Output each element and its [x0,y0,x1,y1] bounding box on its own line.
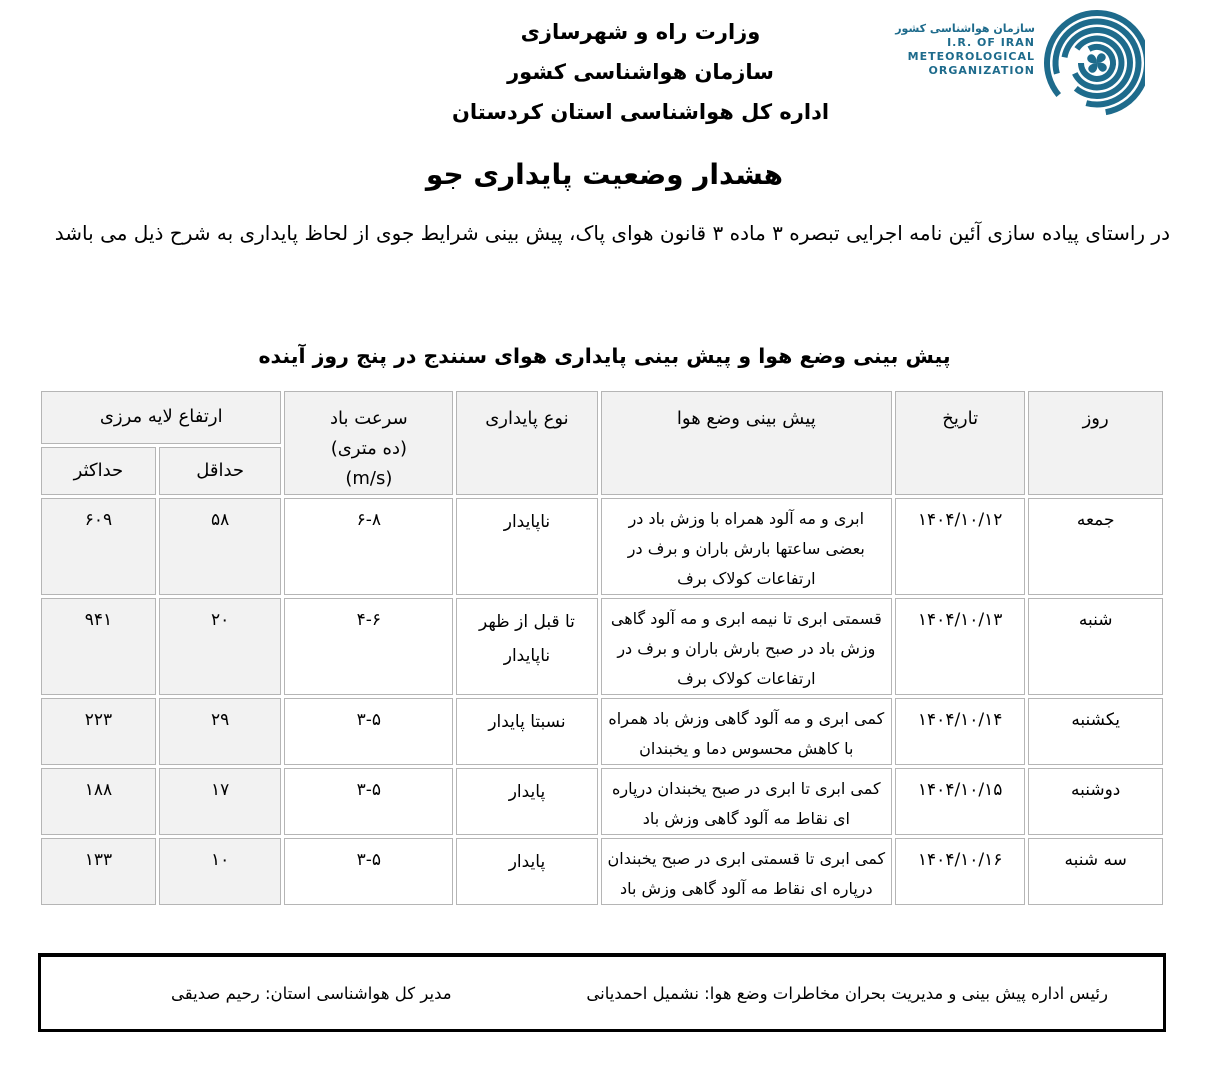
imo-logo-latin-line-3: ORGANIZATION [928,64,1035,77]
date-cell [895,498,1025,595]
date-value: ۱۴۰۴/۱۰/۱۲ [917,510,1003,530]
min-cell: ۲۹ [159,698,282,765]
date-cell [895,768,1025,835]
max-cell: ۲۲۳ [41,698,156,765]
imo-logo-latin-line-2: METEOROLOGICAL [907,50,1035,63]
forecast-cell: قسمتی ابری تا نیمه ابری و مه آلود گاهی وزش باد در صبح بارش باران و برف در ارتفاعات کولاک برف [601,598,892,695]
forecast-table [38,388,1166,908]
col-header-stability: نوع پایداری [456,391,597,495]
wind-value: ۳-۵ [356,780,382,800]
stability-cell: ناپایدار [456,498,597,595]
wind-cell [284,768,453,835]
wind-value: ۴-۶ [356,610,382,630]
day-cell: سه شنبه [1028,838,1163,905]
day-cell: جمعه [1028,498,1163,595]
max-cell: ۱۸۸ [41,768,156,835]
wind-cell [284,498,453,595]
max-cell: ۱۳۳ [41,838,156,905]
stability-cell: نسبتا پایدار [456,698,597,765]
ministry-name: وزارت راه و شهرسازی [520,20,761,44]
col-header-wind [284,391,453,495]
col-header-boundary-layer: ارتفاع لایه مرزی [41,391,281,444]
date-cell [895,598,1025,695]
col-header-max: حداکثر [41,447,156,495]
wind-value: ۶-۸ [356,510,382,530]
wind-value: ۳-۵ [356,850,382,870]
wind-value: ۳-۵ [356,710,382,730]
forecast-table-wrapper [38,388,1166,908]
table-row-tuesday [41,838,1163,905]
forecast-cell: ابری و مه آلود همراه با وزش باد در بعضی ساعتها بارش باران و برف در ارتفاعات کولاک برف [601,498,892,595]
day-cell: شنبه [1028,598,1163,695]
provincial-office-name: اداره کل هواشناسی استان کردستان [451,100,830,124]
imo-logo-persian-line: سازمان هواشناسی کشور [895,22,1035,35]
imo-logo [893,8,1145,132]
wind-header-line-3: (m/s) [345,468,393,489]
signature-box [38,953,1166,1032]
min-cell: ۱۷ [159,768,282,835]
day-cell: دوشنبه [1028,768,1163,835]
stability-cell: تا قبل از ظهر ناپایدار [456,598,597,695]
table-row-friday [41,498,1163,595]
wind-header-line-1: سرعت باد [330,408,408,429]
forecast-cell: کمی ابری تا قسمتی ابری در صبح یخبندان درپاره ای نقاط مه آلود گاهی وزش باد [601,838,892,905]
min-cell: ۱۰ [159,838,282,905]
forecast-head-signature: رئیس اداره پیش بینی و مدیریت بحران مخاطرات وضع هوا: نشمیل احمدیانی [586,983,1108,1003]
day-cell: یکشنبه [1028,698,1163,765]
document-title: هشدار وضعیت پایداری جو [425,158,784,191]
stability-cell: پایدار [456,838,597,905]
imo-logo-text [895,22,1035,78]
intro-paragraph: در راستای پیاده سازی آئین نامه اجرایی تبصره ۳ ماده ۳ قانون هوای پاک، پیش بینی شرایط جوی از لحاظ پایداری به شرح ذیل می باشد [54,221,1170,245]
wind-cell [284,838,453,905]
wind-header-line-2: (ده متری) [330,438,407,459]
date-value: ۱۴۰۴/۱۰/۱۴ [917,710,1003,730]
col-header-forecast: پیش بینی وضع هوا [601,391,892,495]
imo-logo-latin-line-1: I.R. OF IRAN [947,36,1035,49]
organization-name: سازمان هواشناسی کشور [507,60,774,84]
date-value: ۱۴۰۴/۱۰/۱۶ [917,850,1003,870]
forecast-cell: کمی ابری تا ابری در صبح یخبندان درپاره ای نقاط مه آلود گاهی وزش باد [601,768,892,835]
table-row-saturday [41,598,1163,695]
min-cell: ۵۸ [159,498,282,595]
col-header-day: روز [1028,391,1163,495]
max-cell: ۶۰۹ [41,498,156,595]
table-row-monday [41,768,1163,835]
table-caption: پیش بینی وضع هوا و پیش بینی پایداری هوای سنندج در پنج روز آینده [258,344,951,368]
max-cell: ۹۴۱ [41,598,156,695]
min-cell: ۲۰ [159,598,282,695]
stability-cell: پایدار [456,768,597,835]
wind-cell [284,698,453,765]
date-cell [895,838,1025,905]
director-general-signature: مدیر کل هواشناسی استان: رحیم صدیقی [171,983,452,1003]
col-header-min: حداقل [159,447,282,495]
date-value: ۱۴۰۴/۱۰/۱۵ [917,780,1003,800]
table-row-sunday [41,698,1163,765]
date-cell [895,698,1025,765]
cyclone-spiral-icon [1035,8,1145,132]
forecast-cell: کمی ابری و مه آلود گاهی وزش باد همراه با کاهش محسوس دما و یخبندان [601,698,892,765]
header-row-1 [41,391,1163,444]
date-value: ۱۴۰۴/۱۰/۱۳ [917,610,1003,630]
col-header-date: تاریخ [895,391,1025,495]
wind-cell [284,598,453,695]
